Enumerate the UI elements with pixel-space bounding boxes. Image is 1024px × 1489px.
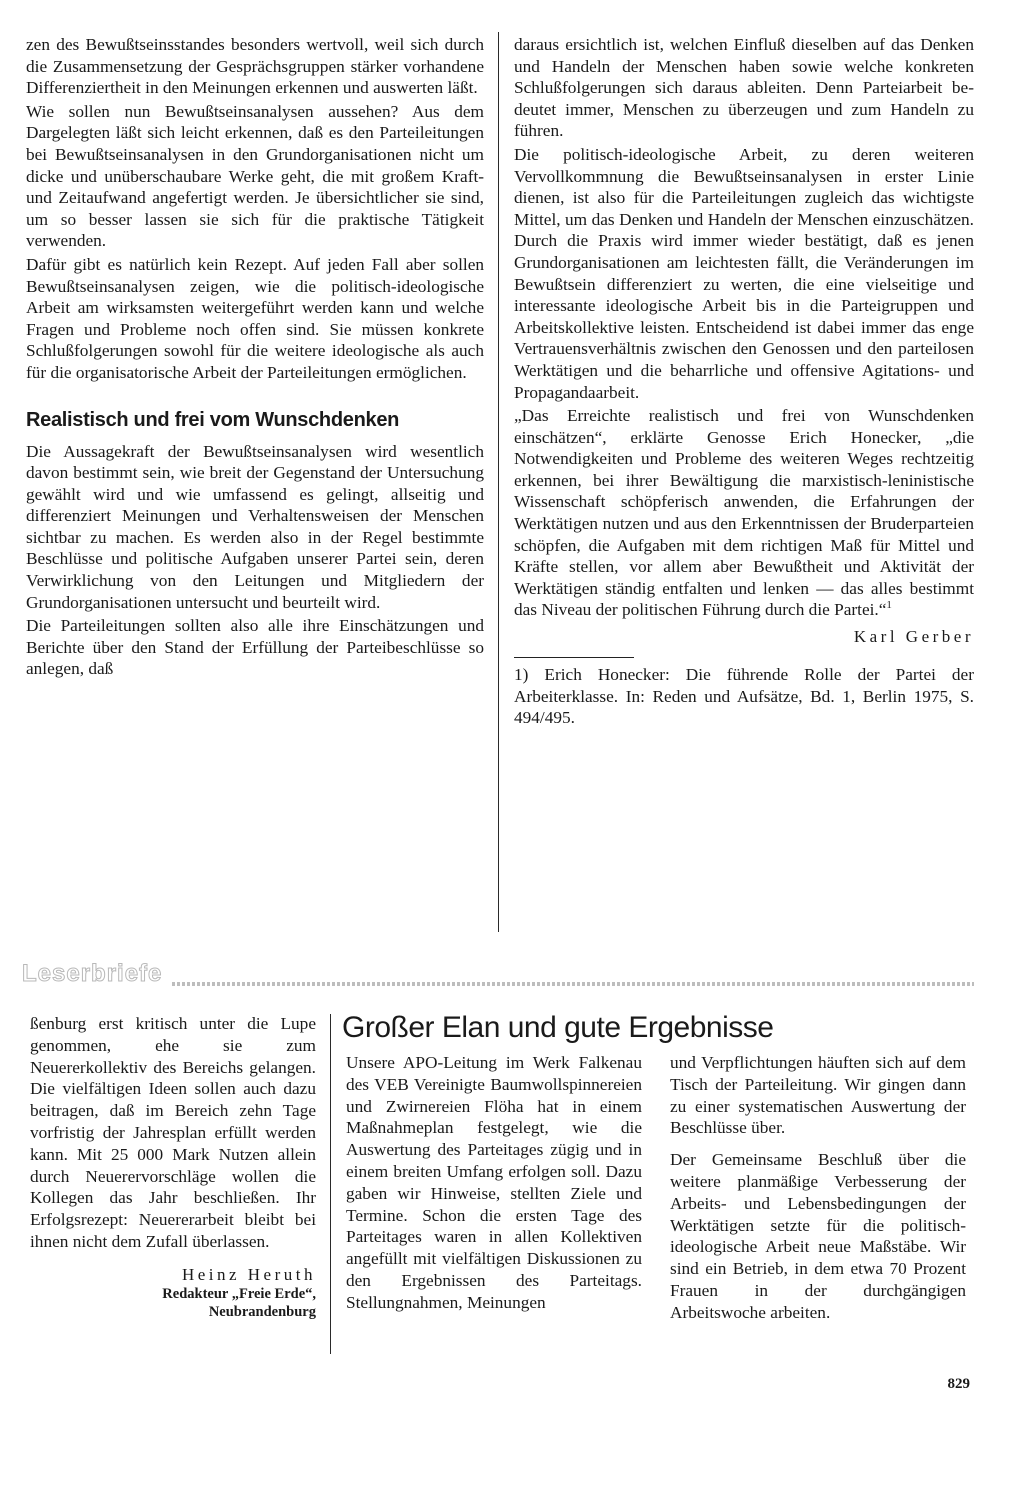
footnote — [514, 664, 974, 729]
column-divider — [498, 32, 499, 932]
article-right-column — [514, 34, 974, 729]
article-paragraph: Die Parteileitungen sollten also alle ihre Einschätzungen und Berichte über den Stand der Erfüllung der Parteibeschlüsse so anlegen, daß — [26, 616, 484, 679]
quote-paragraph — [514, 405, 974, 621]
article-paragraph: daraus ersichtlich ist, welchen Einfluß dieselben auf das Denken und Handeln der Menschen haben sowie welche konkreten Schlußfolgerungen sich daraus ableiten. Denn Parteiarbeit bedeutet immer, Menschen zu überzeugen und zum Handeln zu führen. — [514, 35, 974, 141]
letter-paragraph: ßenburg erst kritisch unter die Lupe genommen, ehe sie zum Neuererkollektiv des Bereichs gelangen. Die vielfältigen Ideen sollen auch dazu beitragen, daß im Bereich zehn Tage vorfristig der Jahresplan erfüllt werden kann. Mit 25 000 Mark Nutzen allein durch Neuerervorschläge wollen die Kollegen das Jahr beschließen. Ihr Erfolgsrezept: Neuererarbeit bleibt bei ihnen nicht dem Zufall überlassen. — [30, 1014, 316, 1251]
letter-middle-column — [346, 1052, 642, 1314]
section-band — [22, 960, 974, 990]
footnote-text: Erich Honecker: Die führende Rolle der Partei der Arbeiterklasse. In: Reden und Aufsätze, Bd. 1, Berlin 1975, S. 494/495. — [514, 665, 974, 728]
letter-paragraph: und Verpflichtungen häuften sich auf dem Tisch der Parteileitung. Wir gingen dann zu einer systematischen Auswertung der Beschlüsse über. — [670, 1053, 966, 1138]
letter-paragraph: Unsere APO-Leitung im Werk Falkenau des VEB Vereinigte Baumwollspinnereien und Zwirnereien Flöha hat in einem Maßnahmeplan festgelegt, wie die Auswertung des Parteitages zügig und in einem breiten Umfang erfolgen soll. Dazu gaben wir Hinweise, stellten Ziele und Termine. Schon die ersten Tage des Parteitages waren in allen Kollektiven angefüllt mit vielfältigen Diskussionen zu den Ergebnissen des Parteitags. Stellungnahmen, Meinungen — [346, 1053, 642, 1312]
section-heading: Realistisch und frei vom Wunschdenken — [26, 408, 400, 431]
article-paragraph: Wie sollen nun Bewußtseinsanalysen aussehen? Aus dem Dargelegten läßt sich leicht erkennen, daß es den Parteileitungen bei Bewußtseinsanalysen in den Grundorganisationen nicht um dicke und unüberschaubare Werke geht, die mit großem Kraft- und Zeitaufwand angefertigt werden. Je übersichtlicher sie sind, um so besser lassen sie sich für die praktische Tätigkeit verwenden. — [26, 101, 484, 251]
section-band-rule — [172, 982, 974, 986]
article-paragraph: Die politisch-ideologische Arbeit, zu deren weiteren Vervollkommnung die Bewußtseinsanalysen in erster Linie dienen, ist also für die Parteileitungen zugleich das wichtigste Mittel, um das Denken und Handeln der Menschen einzuschätzen. Durch die Praxis wird immer wieder bestätigt, daß es jenen Grundorganisationen am leichtesten fällt, die Veränderungen im Bewußtsein differenziert zu werten, die eine vielseitige und interessante ideologische Arbeit bis in die Parteigruppen und Arbeitskollektive leisten. Entscheidend ist dabei immer das enge Vertrauensverhältnis zwischen den Genossen und den parteilosen Werktätigen und die beharrliche und offensive Agitations- und Propagandaarbeit. — [514, 144, 974, 402]
letter-title: Großer Elan und gute Ergebnisse — [342, 1011, 774, 1044]
article-paragraph: zen des Bewußtseinsstandes besonders wertvoll, weil sich durch die Zusammensetzung der Gesprächsgruppen stärker vorhandene Differenziertheit in den Meinungen erkennen und auswerten läßt. — [26, 35, 484, 98]
page-number: 829 — [947, 1376, 970, 1392]
letter-signature-place: Neubrandenburg — [208, 1303, 316, 1320]
letter-right-column — [670, 1052, 966, 1324]
letter-signature-name: Heinz Heruth — [181, 1264, 316, 1284]
letters-column-divider — [330, 1014, 331, 1354]
letter-left-column — [30, 1013, 316, 1321]
letter-paragraph: Der Gemeinsame Beschluß über die weitere planmäßige Verbesserung der Arbeits- und Lebensbedingungen der Werktätigen setzte für die politisch-ideologische Arbeit neue Maßstäbe. Wir sind ein Betrieb, in dem etwa 70 Prozent Frauen in der durchgängigen Arbeitswoche arbeiten. — [670, 1150, 966, 1322]
article-author: Karl Gerber — [853, 627, 974, 647]
section-band-label: Leserbriefe — [22, 960, 163, 987]
footnote-reference: 1 — [886, 599, 892, 612]
letter-signature-role: Redakteur „Freie Erde“, — [162, 1285, 316, 1302]
article-paragraph: Die Aussagekraft der Bewußtseinsanalysen wird wesentlich davon bestimmt sein, wie breit der Gegenstand der Untersuchung gewählt wird und wie umfassend es gelingt, allseitig und differenziert Meinungen und Verhaltensweisen der Menschen sichtbar zu machen. Es werden also in der Regel bestimmte Beschlüsse und politische Aufgaben unserer Partei sein, deren Verwirklichung von den Leitungen und Mitgliedern der Grundorganisationen untersucht und beurteilt wird. — [26, 441, 484, 612]
quote-text: „Das Erreichte realistisch und frei von Wunschdenken einschätzen“, erklärte Genosse Erich Honecker, „die Notwendigkeiten und Probleme des weiteren Weges rechtzeitig erkennen, bei ihrer Bewältigung die marxistisch-leninistische Wissenschaft schöpferisch anwenden, die Erfahrungen der Werktätigen nutzen und aus den Erkenntnissen der Bruderparteien schöpfen, die Aufgaben mit dem richtigen Maß für Mittel und Kräfte stellen, vor allem aber Bewußtheit und Aktivität der Werktätigen ständig entfalten und lenken — das alles bestimmt das Niveau der politischen Führung durch die Partei.“ — [514, 406, 974, 620]
article-paragraph: Dafür gibt es natürlich kein Rezept. Auf jeden Fall aber sollen Bewußtseinsanalysen zeigen, wie die politisch-ideologische Arbeit am wirksamsten weitergeführt werden kann und welche Fragen und Probleme noch offen sind. Sie müssen konkrete Schlußfolgerungen sowohl für die weitere ideologische als auch für die organisatorische Arbeit der Parteileitungen ermöglichen. — [26, 254, 484, 382]
footnote-marker: 1) — [514, 665, 529, 685]
article-left-column — [26, 34, 484, 680]
footnote-rule — [514, 657, 634, 658]
